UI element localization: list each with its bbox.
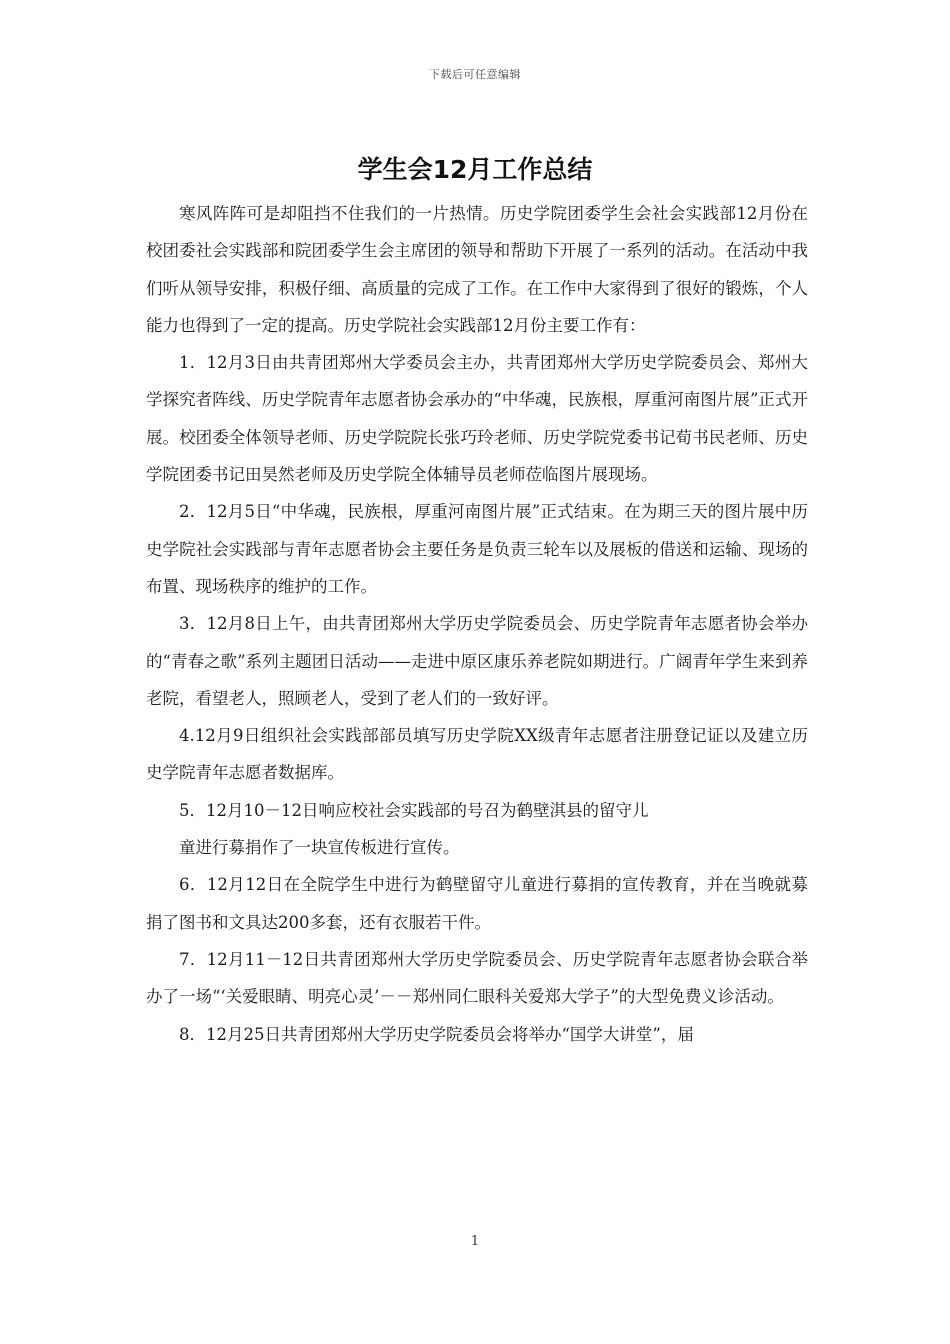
paragraph-item-8: 8．12月25日共青团郑州大学历史学院委员会将举办“国学大讲堂”，届 [179, 1024, 694, 1044]
paragraph-item-2: 2．12月5日“中华魂，民族根，厚重河南图片展”正式结束。在为期三天的图片展中历史学院社会实践部与青年志愿者协会主要任务是负责三轮车以及展板的借送和运输、现场的布置、现场秩序的维护的工作。 [146, 502, 808, 596]
paragraph-item-7: 7．12月11－12日共青团郑州大学历史学院委员会、历史学院青年志愿者协会联合举办了一场“‘关爱眼睛、明亮心灵’－－郑州同仁眼科关爱郑大学子”的大型免费义诊活动。 [146, 949, 808, 1007]
paragraph-item-6: 6．12月12日在全院学生中进行为鹤壁留守儿童进行募捐的宣传教育，并在当晚就募捐了图书和文具达200多套，还有衣服若干件。 [146, 875, 808, 932]
paragraph-intro: 寒风阵阵可是却阻挡不住我们的一片热情。历史学院团委学生会社会实践部12月份在校团委社会实践部和院团委学生会主席团的领导和帮助下开展了一系列的活动。在活动中我们听从领导安排，积极仔细、高质量的完成了工作。在工作中大家得到了很好的锻炼，个人能力也得到了一定的提高。历史学院社会实践部12月份主要工作有： [146, 204, 808, 335]
paragraph-item-1: 1．12月3日由共青团郑州大学委员会主办，共青团郑州大学历史学院委员会、郑州大学探究者阵线、历史学院青年志愿者协会承办的“中华魂，民族根，厚重河南图片展”正式开展。校团委全体领导老师、历史学院院长张巧玲老师、历史学院党委书记荀书民老师、历史学院团委书记田昊然老师及历史学院全体辅导员老师莅临图片展现场。 [146, 353, 808, 485]
paragraph-item-5-continued: 童进行募捐作了一块宣传板进行宣传。 [179, 838, 460, 858]
document-title: 学生会12月工作总结 [357, 155, 593, 184]
header-note: 下载后可任意编辑 [429, 68, 521, 81]
document-body [146, 195, 808, 1053]
paragraph-item-3: 3．12月8日上午，由共青团郑州大学历史学院委员会、历史学院青年志愿者协会举办的“青春之歌”系列主题团日活动——走进中原区康乐养老院如期进行。广阔青年学生来到养老院，看望老人，照顾老人，受到了老人们的一致好评。 [146, 614, 808, 708]
paragraph-item-4: 4.12月9日组织社会实践部部员填写历史学院XX级青年志愿者注册登记证以及建立历史学院青年志愿者数据库。 [146, 726, 808, 783]
page-number: 1 [470, 1234, 480, 1249]
paragraph-item-5: 5．12月10－12日响应校社会实践部的号召为鹤壁淇县的留守儿 [179, 800, 649, 820]
